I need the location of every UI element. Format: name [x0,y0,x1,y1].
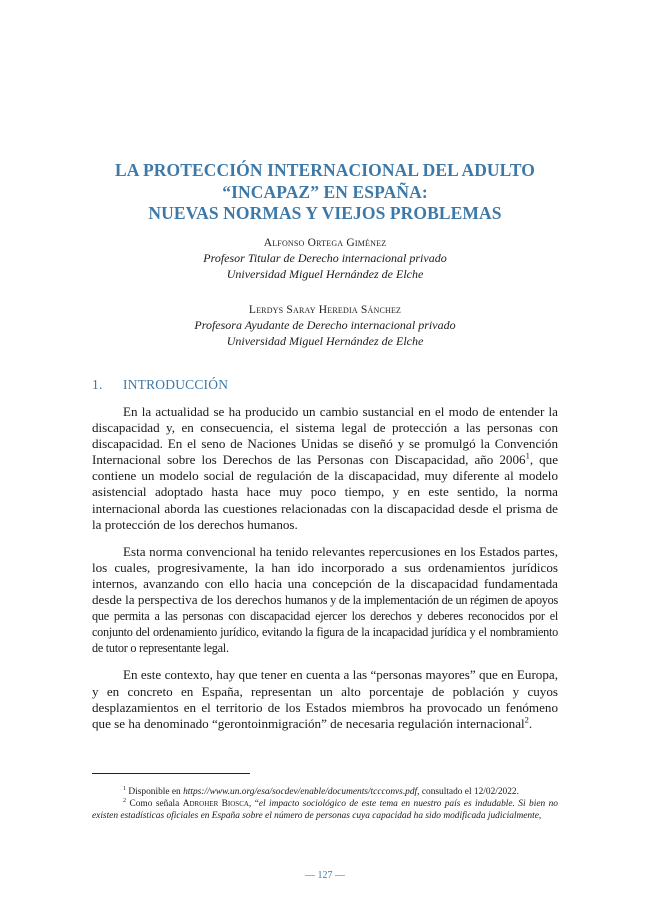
footnote-ref-2[interactable]: 2 [524,714,529,725]
title-line-3: NUEVAS NORMAS Y VIEJOS PROBLEMAS [148,203,502,223]
author-block-2 [60,302,590,349]
footnote-text: Disponible en [126,787,184,797]
title-line-2: “INCAPAZ” EN ESPAÑA: [222,181,428,202]
body-text [92,404,558,743]
author-block-1 [60,235,590,282]
section-title: INTRODUCCIÓN [123,377,229,392]
footnote-ref-1[interactable]: 1 [525,450,530,461]
paragraph-text: . [528,715,533,731]
page-number: — 127 — [305,870,345,881]
author-position: Profesor Titular de Derecho internacional privado [203,251,447,265]
author-position: Profesora Ayudante de Derecho internacional privado [194,318,456,332]
author-institution: Universidad Miguel Hernández de Elche [226,266,424,281]
author-name: Lerdys Saray Heredia Sánchez [248,304,402,316]
paragraph-1 [92,404,558,533]
cited-author: Adroher Biosca [182,798,249,809]
paragraph-3 [92,667,558,731]
footnote-mark: 2 [123,797,127,804]
footnote-text: , consultado el 12/02/2022. [417,787,519,797]
footnote-divider [92,773,250,774]
footnote-2 [92,799,558,823]
footnote-1 [92,787,558,799]
section-heading [92,376,228,394]
footnote-text: , “ [248,798,259,809]
paragraph-text: , que contiene un modelo social de regulación de la discapacidad, muy diferente al modelo asistencial adoptado hasta hace muy poco tiempo, y en este sentido, la norma internacional aborda las cuestiones relacionadas con la discapacidad desde el prisma de la protección de los derechos humanos. [92,452,559,532]
paragraph-2 [92,544,558,657]
title-line-1: LA PROTECCIÓN INTERNACIONAL DEL ADULTO [114,160,535,180]
article-title [60,160,590,225]
paragraph-text: En este contexto, hay que tener en cuenta a las “personas mayores” que en Europa, y en concreto en España, representan un alto porcentaje de población y cuyos desplazamientos en el territorio de los Estados miembros ha provocado un fenómeno que se ha denominado “gerontoinmigración” de necesaria regulación internacional [92,667,558,731]
paragraph-text: humanos y de la implementación de un régimen de apoyos que permita a las personas con discapacidad ejercer los derechos y deberes reconocidos por el conjunto del ordenamiento jurídico, evitando la figura de la incapacidad jurídica y el nombramiento de tutor o representante legal. [92,593,558,656]
footnote-link[interactable]: https://www.un.org/esa/socdev/enable/documents/tccconvs.pdf [183,787,418,797]
footnote-text: Como señala [126,798,183,809]
section-number: 1. [92,377,103,392]
author-name: Alfonso Ortega Giménez [263,237,387,249]
paragraph-text: Esta norma convencional ha tenido relevantes repercusiones en los Estados partes, los cuales, progresivamente, la han ido incorporado a sus ordenamientos jurídicos internos, avanzando con ello hacia una concepción de la discapacidad fundamentada desde la perspectiva de los derechos [92,543,558,608]
footnote-quote: el impacto sociológico de este tema en nuestro país es indudable. Si bien no existen estadísticas oficiales en España sobre el número de personas cuya capacidad ha sido modificada judicialmente, [92,798,558,821]
footnote-mark: 1 [123,785,127,792]
footnotes [92,787,558,822]
paragraph-text: En la actualidad se ha producido un cambio sustancial en el modo de entender la discapacidad y, en consecuencia, el sistema legal de protección a las personas con discapacidad. En el seno de Naciones Unidas se diseñó y se promulgó la Convención Internacional sobre los Derechos de las Personas con Discapacidad, año 2006 [92,404,558,468]
author-institution: Universidad Miguel Hernández de Elche [226,333,424,348]
